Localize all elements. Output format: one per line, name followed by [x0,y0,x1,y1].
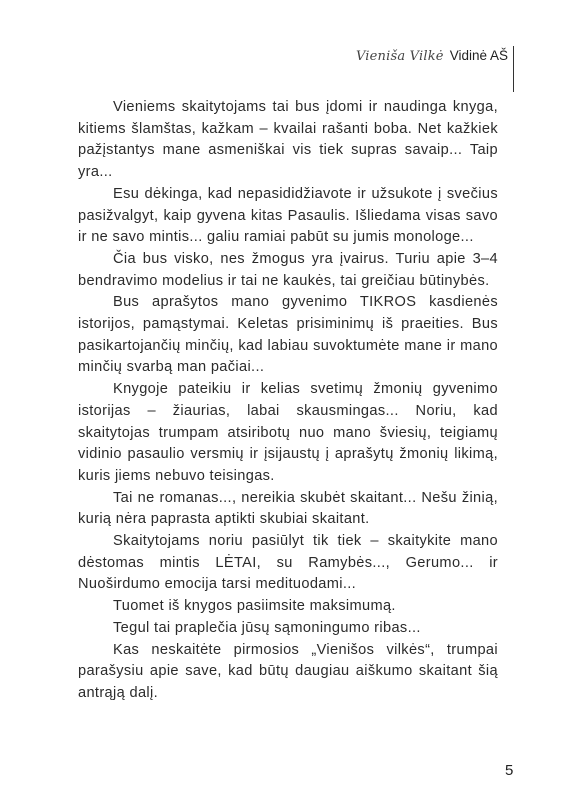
paragraph: Skaitytojams noriu pasiūlyt tik tiek – skaitykite mano dėstomas mintis LĖTAI, su Ramybės..., Gerumo... ir Nuoširdumo emocija tarsi medituodami... [78,533,498,593]
book-title: Vidinė AŠ [449,48,508,63]
page-number: 5 [505,762,514,779]
paragraph: Vieniems skaitytojams tai bus įdomi ir naudinga knyga, kitiems šlamštas, kažkam – kvailai rašanti boba. Net kažkiek pažįstantys mane asmeniškai vis tiek supras savaip... Taip yra... [78,99,498,181]
paragraph: Esu dėkinga, kad nepasididžiavote ir užsukote į svečius pasižvalgyt, kaip gyvena kitas Pasaulis. Išliedama visas savo ir ne savo mintis... galiu ramiai pabūt su jumis monologe... [78,185,498,246]
paragraph: Tegul tai praplečia jūsų sąmoningumo ribas... [113,619,421,636]
running-head [356,48,508,64]
paragraph: Čia bus visko, nes žmogus yra įvairus. Turiu apie 3–4 bendravimo modelius ir tai ne kaukės, tai greičiau būtinybės. [78,250,498,289]
body-text [78,97,498,705]
series-name: Vienišа Vilkė [355,49,444,64]
paragraph: Knygoje pateikiu ir kelias svetimų žmonių gyvenimo istorijas – žiaurias, labai skausmingas... Noriu, kad skaitytojas trumpam atsiribotų nuo mano šviesių, teigiamų vidinio pasaulio versmių ir įsijaustų į aprašytų žmonių likimą, kuris jiems nebuvo teisingas. [78,381,498,484]
paragraph: Tuomet iš knygos pasiimsite maksimumą. [113,598,396,615]
header-divider [513,46,514,92]
paragraph: Kas neskaitėte pirmosios „Vienišos vilkės“, trumpai parašysiu apie save, kad būtų daugiau aiškumo skaitant šią antrąją dalį. [78,641,498,701]
paragraph: Bus aprašytos mano gyvenimo TIKROS kasdienės istorijos, pamąstymai. Keletas prisiminimų iš praeities. Bus pasikartojančių minčių, kad labiau suvoktumėte mane ir mano minčių svarbą man pačiai... [78,294,498,376]
paragraph: Tai ne romanas..., nereikia skubėt skaitant... Nešu žinią, kurią nėra paprasta aptikti skubiai skaitant. [78,489,498,528]
